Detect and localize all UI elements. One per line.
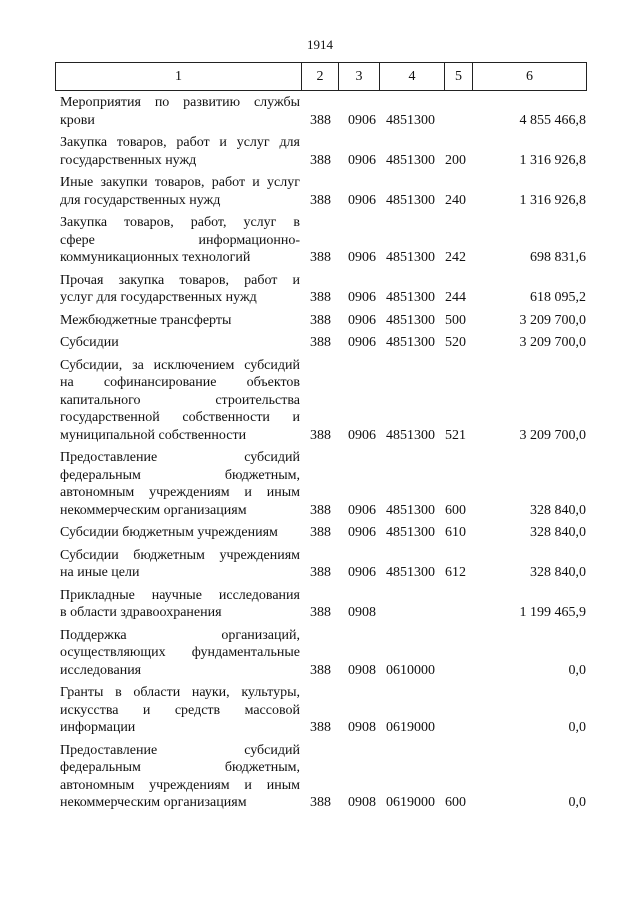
cell-c3: 0908 bbox=[348, 720, 376, 735]
cell-c6: 0,0 bbox=[568, 720, 586, 735]
cell-c4: 4851300 bbox=[386, 427, 435, 443]
description-line: Субсидии, за исключением субсидий bbox=[60, 357, 300, 373]
description-line: Мероприятия по развитию службы bbox=[60, 95, 300, 110]
row-description bbox=[60, 547, 300, 582]
description-line: Предоставление субсидий bbox=[60, 742, 300, 758]
cell-c5: 610 bbox=[445, 525, 466, 540]
cell-c5: 520 bbox=[445, 335, 466, 350]
row-description bbox=[60, 312, 300, 330]
cell-c6: 1 316 926,8 bbox=[519, 152, 586, 168]
cell-c2: 388 bbox=[310, 335, 331, 350]
header-col-6: 6 bbox=[526, 69, 533, 84]
description-line: автономным учреждениям и иным bbox=[60, 485, 300, 500]
description-line: для государственных нужд bbox=[60, 192, 221, 208]
table-row bbox=[0, 547, 640, 587]
cell-c5: 240 bbox=[445, 192, 466, 208]
row-description bbox=[60, 524, 300, 542]
row-description bbox=[60, 214, 300, 267]
cell-c2: 388 bbox=[310, 312, 331, 328]
cell-c5: 521 bbox=[445, 427, 466, 443]
header-col-4: 4 bbox=[408, 69, 416, 84]
description-line: Предоставление субсидий bbox=[60, 450, 300, 465]
row-description bbox=[60, 357, 300, 445]
cell-c2: 388 bbox=[310, 795, 331, 810]
cell-c6: 4 855 466,8 bbox=[519, 112, 586, 128]
cell-c3: 0906 bbox=[348, 335, 376, 350]
description-line: государственной собственности и bbox=[60, 410, 300, 425]
cell-c6: 3 209 700,0 bbox=[519, 312, 586, 328]
description-line: Межбюджетные трансферты bbox=[60, 312, 232, 328]
cell-c6: 3 209 700,0 bbox=[519, 335, 586, 350]
header-col-3: 3 bbox=[355, 69, 363, 84]
cell-c2: 388 bbox=[310, 565, 331, 580]
cell-c6: 328 840,0 bbox=[530, 565, 586, 580]
cell-c4: 4851300 bbox=[386, 152, 435, 168]
description-line: федеральным бюджетным, bbox=[60, 760, 300, 775]
cell-c4: 0619000 bbox=[386, 795, 435, 810]
description-line: автономным учреждениям и иным bbox=[60, 777, 300, 793]
table-row bbox=[0, 684, 640, 742]
description-line: исследования bbox=[60, 662, 142, 678]
row-description bbox=[60, 684, 300, 737]
cell-c2: 388 bbox=[310, 112, 331, 128]
cell-c2: 388 bbox=[310, 662, 331, 678]
description-line: Субсидии бюджетным учреждениям bbox=[60, 547, 300, 563]
table-body bbox=[0, 94, 640, 817]
description-line: капитального строительства bbox=[60, 392, 300, 408]
cell-c4: 0619000 bbox=[386, 720, 435, 735]
table-row bbox=[0, 94, 640, 134]
cell-c3: 0908 bbox=[348, 662, 376, 678]
description-line: государственных нужд bbox=[60, 152, 197, 168]
description-line: информации bbox=[60, 720, 136, 735]
cell-c3: 0906 bbox=[348, 502, 376, 518]
cell-c2: 388 bbox=[310, 525, 331, 540]
description-line: Прочая закупка товаров, работ и bbox=[60, 272, 300, 288]
table-row bbox=[0, 174, 640, 214]
cell-c4: 4851300 bbox=[386, 112, 435, 128]
description-line: сфере информационно- bbox=[60, 232, 300, 248]
cell-c3: 0906 bbox=[348, 312, 376, 328]
cell-c4: 4851300 bbox=[386, 250, 435, 265]
cell-c6: 618 095,2 bbox=[530, 290, 586, 305]
cell-c3: 0908 bbox=[348, 605, 376, 620]
table-row bbox=[0, 214, 640, 272]
cell-c2: 388 bbox=[310, 290, 331, 305]
row-description bbox=[60, 334, 300, 352]
cell-c5: 612 bbox=[445, 565, 466, 580]
row-description bbox=[60, 272, 300, 307]
description-line: Субсидии бюджетным учреждениям bbox=[60, 525, 278, 540]
cell-c3: 0906 bbox=[348, 192, 376, 208]
cell-c4: 4851300 bbox=[386, 565, 435, 580]
cell-c5: 200 bbox=[445, 152, 466, 168]
description-line: Субсидии bbox=[60, 335, 119, 350]
cell-c3: 0906 bbox=[348, 525, 376, 540]
cell-c3: 0906 bbox=[348, 152, 376, 168]
table-row bbox=[0, 587, 640, 627]
header-col-5: 5 bbox=[455, 69, 462, 84]
description-line: крови bbox=[60, 112, 95, 128]
description-line: искусства и средств массовой bbox=[60, 702, 300, 718]
table-row bbox=[0, 627, 640, 685]
row-description bbox=[60, 587, 300, 622]
cell-c2: 388 bbox=[310, 427, 331, 443]
table-row bbox=[0, 449, 640, 524]
cell-c2: 388 bbox=[310, 250, 331, 265]
table-row bbox=[0, 524, 640, 547]
description-line: некоммерческим организациям bbox=[60, 502, 247, 518]
header-col-1: 1 bbox=[175, 69, 182, 84]
cell-c4: 4851300 bbox=[386, 312, 435, 328]
cell-c3: 0906 bbox=[348, 290, 376, 305]
description-line: Закупка товаров, работ, услуг в bbox=[60, 215, 300, 230]
cell-c4: 4851300 bbox=[386, 502, 435, 518]
cell-c6: 3 209 700,0 bbox=[519, 427, 586, 443]
cell-c2: 388 bbox=[310, 720, 331, 735]
description-line: в области здравоохранения bbox=[60, 605, 222, 620]
cell-c4: 4851300 bbox=[386, 290, 435, 305]
cell-c2: 388 bbox=[310, 192, 331, 208]
cell-c5: 244 bbox=[445, 290, 466, 305]
description-line: федеральным бюджетным, bbox=[60, 467, 300, 483]
page-number: 1914 bbox=[307, 37, 333, 52]
cell-c6: 0,0 bbox=[568, 662, 586, 678]
cell-c6: 328 840,0 bbox=[530, 525, 586, 540]
table-row bbox=[0, 357, 640, 450]
cell-c4: 4851300 bbox=[386, 335, 435, 350]
table-row bbox=[0, 742, 640, 817]
cell-c6: 1 316 926,8 bbox=[519, 192, 586, 208]
cell-c5: 600 bbox=[445, 502, 466, 518]
cell-c3: 0908 bbox=[348, 795, 376, 810]
row-description bbox=[60, 94, 300, 129]
description-line: услуг для государственных нужд bbox=[60, 290, 257, 305]
description-line: Прикладные научные исследования bbox=[60, 587, 300, 603]
row-description bbox=[60, 449, 300, 519]
cell-c4: 4851300 bbox=[386, 525, 435, 540]
cell-c6: 0,0 bbox=[568, 795, 586, 810]
cell-c6: 1 199 465,9 bbox=[519, 605, 586, 620]
description-line: Поддержка организаций, bbox=[60, 627, 300, 643]
cell-c3: 0906 bbox=[348, 427, 376, 443]
row-description bbox=[60, 742, 300, 812]
description-line: Гранты в области науки, культуры, bbox=[60, 685, 300, 700]
description-line: муниципальной собственности bbox=[60, 427, 247, 443]
cell-c2: 388 bbox=[310, 502, 331, 518]
header-col-2: 2 bbox=[316, 69, 324, 84]
cell-c2: 388 bbox=[310, 605, 331, 620]
table-row bbox=[0, 134, 640, 174]
row-description bbox=[60, 627, 300, 680]
cell-c3: 0906 bbox=[348, 565, 376, 580]
description-line: на иные цели bbox=[60, 565, 140, 580]
row-description bbox=[60, 174, 300, 209]
cell-c5: 242 bbox=[445, 250, 466, 265]
cell-c4: 0610000 bbox=[386, 662, 435, 678]
description-line: осуществляющих фундаментальные bbox=[60, 645, 300, 660]
description-line: Иные закупки товаров, работ и услуг bbox=[60, 175, 300, 190]
row-description bbox=[60, 134, 300, 169]
table-row bbox=[0, 312, 640, 335]
description-line: некоммерческим организациям bbox=[60, 795, 247, 810]
table-row bbox=[0, 334, 640, 357]
cell-c3: 0906 bbox=[348, 250, 376, 265]
cell-c4: 4851300 bbox=[386, 192, 435, 208]
table-header bbox=[55, 62, 587, 91]
table-row bbox=[0, 272, 640, 312]
cell-c5: 500 bbox=[445, 312, 466, 328]
cell-c6: 328 840,0 bbox=[530, 502, 586, 518]
cell-c6: 698 831,6 bbox=[530, 250, 586, 265]
cell-c2: 388 bbox=[310, 152, 331, 168]
description-line: на софинансирование объектов bbox=[60, 375, 300, 390]
cell-c3: 0906 bbox=[348, 112, 376, 128]
cell-c5: 600 bbox=[445, 795, 466, 810]
description-line: коммуникационных технологий bbox=[60, 250, 251, 265]
description-line: Закупка товаров, работ и услуг для bbox=[60, 135, 300, 150]
